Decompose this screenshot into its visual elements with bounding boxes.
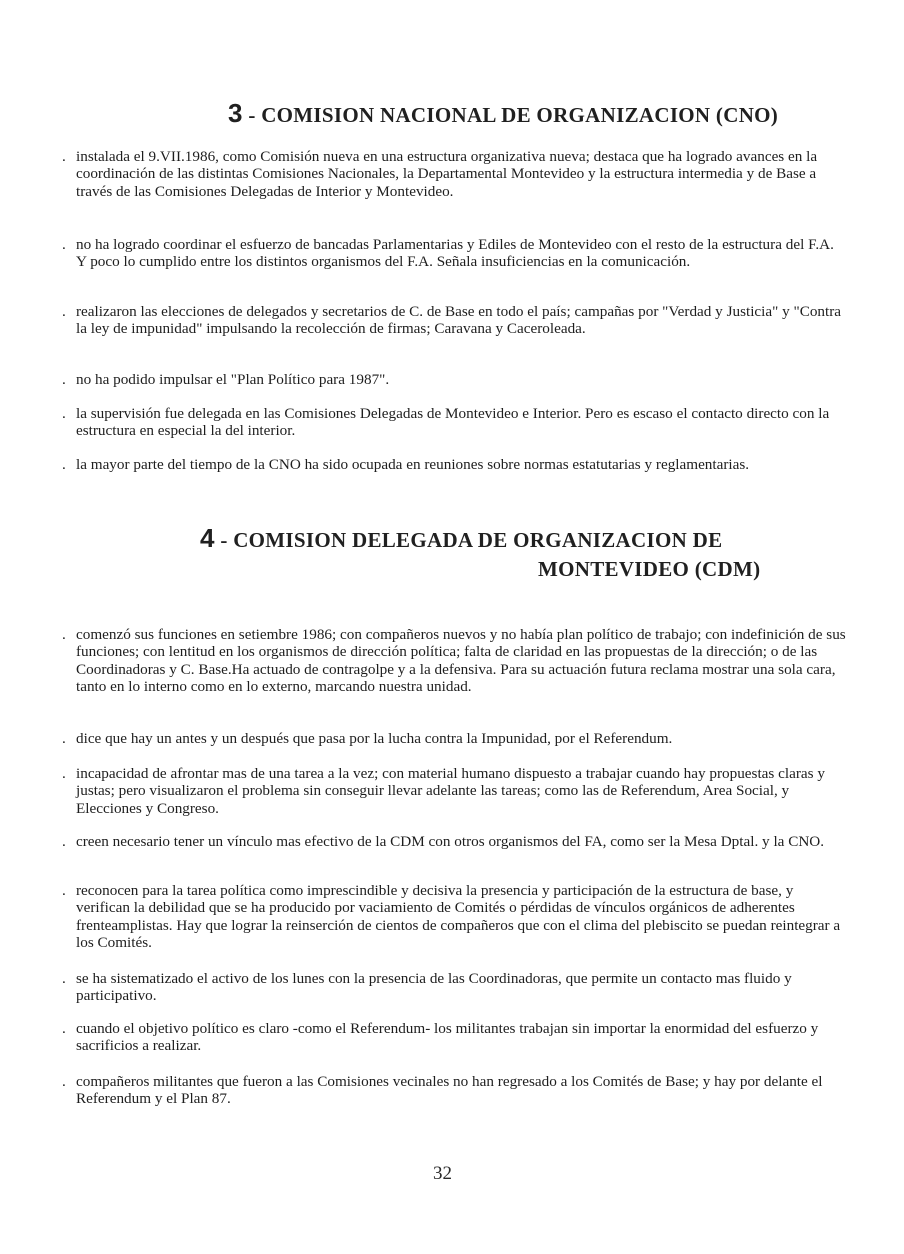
section-4-item: . se ha sistematizado el activo de los lunes con la presencia de las Coordinadoras, que permite un contacto mas fluido y participativo. [62, 970, 792, 1005]
section-4-number: 4 [200, 523, 215, 553]
section-3-item: . instalada el 9.VII.1986, como Comisión nueva en una estructura organizativa nueva; destaca que ha logrado avances en la coordinación de las distintas Comisiones Nacionales, la Departamental Montevideo y la estructura intermedia y de Base a través de las Comisiones Delegadas de Interior y Montevideo. [62, 148, 818, 200]
section-4-title-line1: COMISION DELEGADA DE ORGANIZACION DE [233, 528, 723, 552]
section-3-heading [228, 98, 778, 129]
section-3-item: . la mayor parte del tiempo de la CNO ha sido ocupada en reuniones sobre normas estatutarias y reglamentarias. [62, 456, 750, 473]
section-3-item: . la supervisión fue delegada en las Comisiones Delegadas de Montevideo e Interior. Pero es escaso el contacto directo con la estructura en especial la del interior. [62, 405, 830, 440]
page-number: 32 [433, 1163, 452, 1184]
section-4-item: . reconocen para la tarea política como imprescindible y decisiva la presencia y participación de la estructura de base, y verifican la debilidad que se ha producido por vaciamiento de Comités o pérdidas de vínculos orgánicos de adherentes frenteamplistas. Hay que lograr la reinserción de cientos de compañeros que con el clima del plebiscito se puedan reintegrar a los Comités. [62, 882, 841, 952]
section-4-item: . dice que hay un antes y un después que pasa por la lucha contra la Impunidad, por el Referendum. [62, 730, 673, 747]
section-4-item: . compañeros militantes que fueron a las Comisiones vecinales no han regresado a los Comités de Base; y hay por delante el Referendum y el Plan 87. [62, 1073, 823, 1108]
section-4-item: . creen necesario tener un vínculo mas efectivo de la CDM con otros organismos del FA, como ser la Mesa Dptal. y la CNO. [62, 833, 825, 850]
section-4-heading [200, 523, 722, 554]
section-3-item: . no ha logrado coordinar el esfuerzo de bancadas Parlamentarias y Ediles de Montevideo con el resto de la estructura del F.A. Y poco lo cumplido entre los distintos organismos del F.A. Señala insuficiencias en la comunicación. [62, 236, 834, 271]
section-4-item: . comenzó sus funciones en setiembre 1986; con compañeros nuevos y no había plan político de trabajo; con indefinición de sus funciones; con lentitud en los organismos de dirección política; falta de claridad en las propuestas de la dirección; o de las Coordinadoras y C. Base.Ha actuado de contragolpe y a la defensiva. Para su actuación futura reclama mostrar una sola cara, tanto en lo interno como en lo externo, marcando nuestra unidad. [62, 626, 846, 696]
section-3-separator: - [248, 103, 256, 127]
section-3-item: . realizaron las elecciones de delegados y secretarios de C. de Base en todo el país; campañas por "Verdad y Justicia" y "Contra la ley de impunidad" impulsando la recolección de firmas; Caravana y Caceroleada. [62, 303, 842, 338]
section-3-item: . no ha podido impulsar el "Plan Político para 1987". [62, 371, 390, 388]
section-4-item: . incapacidad de afrontar mas de una tarea a la vez; con material humano dispuesto a trabajar cuando hay propuestas claras y justas; pero visualizaron el problema sin conseguir llevar adelante las tareas; como las de Referendum, Area Social, y Elecciones y Congreso. [62, 765, 825, 817]
section-4-item: . cuando el objetivo político es claro -como el Referendum- los militantes trabajan sin importar la enormidad del esfuerzo y sacrificios a realizar. [62, 1020, 819, 1055]
section-4-separator: - [220, 528, 228, 552]
section-3-number: 3 [228, 98, 243, 128]
section-4-heading-line2 [538, 557, 760, 582]
section-4-title-line2: MONTEVIDEO (CDM) [538, 557, 761, 581]
section-3-title: COMISION NACIONAL DE ORGANIZACION (CNO) [261, 103, 779, 127]
